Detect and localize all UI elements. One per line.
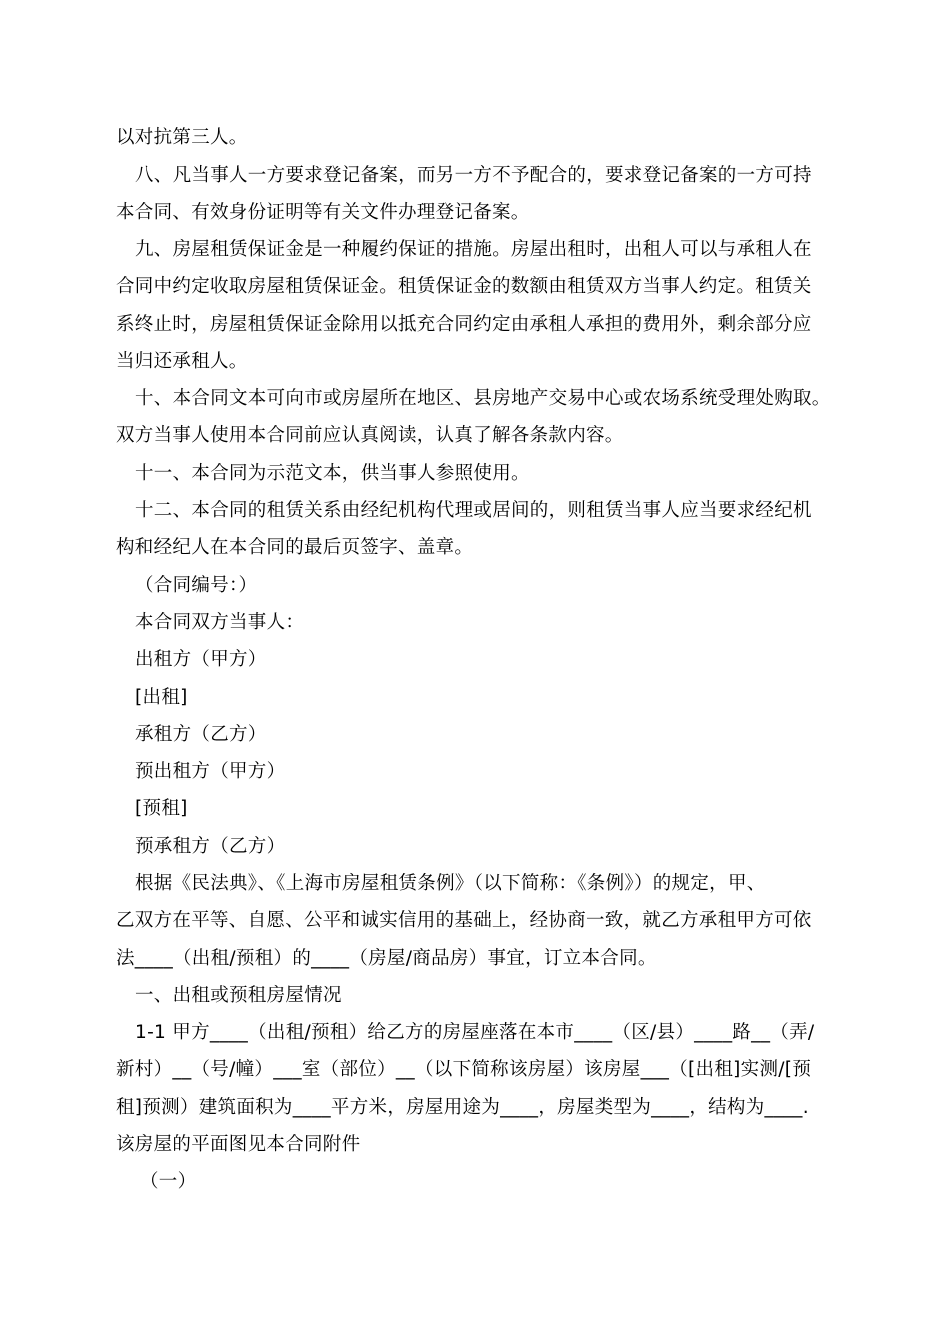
text-line: 预承租方（乙方） <box>135 836 286 857</box>
text-line: 十一、本合同为示范文本，供当事人参照使用。 <box>135 463 530 484</box>
contract-number: （合同编号：） <box>135 575 258 596</box>
text-line: 租]预测）建筑面积为____平方米，房屋用途为____，房屋类型为____，结构为____. <box>116 1097 809 1118</box>
text-line: 根据《民法典》、《上海市房屋租赁条例》（以下简称：《条例》）的规定，甲、 <box>135 873 766 894</box>
text-line: 以对抗第三人。 <box>116 127 248 148</box>
text-line: 双方当事人使用本合同前应认真阅读，认真了解各条款内容。 <box>116 425 624 446</box>
text-line: 当归还承租人。 <box>116 351 248 372</box>
text-line: 系终止时，房屋租赁保证金除用以抵充合同约定由承租人承担的费用外，剩余部分应 <box>116 314 812 335</box>
text-line: 该房屋的平面图见本合同附件 <box>116 1134 361 1155</box>
text-line: 十、本合同文本可向市或房屋所在地区、县房地产交易中心或农场系统受理处购取。 <box>135 388 831 409</box>
text-line: 合同中约定收取房屋租赁保证金。租赁保证金的数额由租赁双方当事人约定。租赁关 <box>116 276 812 297</box>
text-line: 构和经纪人在本合同的最后页签字、盖章。 <box>116 537 474 558</box>
text-line: 本合同、有效身份证明等有关文件办理登记备案。 <box>116 202 530 223</box>
text-line: 承租方（乙方） <box>135 724 267 745</box>
section-heading: 一、出租或预租房屋情况 <box>135 985 342 1006</box>
text-line: （一） <box>140 1171 197 1192</box>
text-line: 出租方（甲方） <box>135 649 267 670</box>
text-line: 1-1 甲方____（出租/预租）给乙方的房屋座落在本市____（区/县）____路__（弄/ <box>135 1022 815 1043</box>
text-line: [出租] <box>135 687 188 708</box>
text-line: 本合同双方当事人： <box>135 612 305 633</box>
text-line: 乙双方在平等、自愿、公平和诚实信用的基础上，经协商一致，就乙方承租甲方可依 <box>116 910 812 931</box>
text-line: 十二、本合同的租赁关系由经纪机构代理或居间的，则租赁当事人应当要求经纪机 <box>135 500 812 521</box>
text-line: [预租] <box>135 798 188 819</box>
text-line: 预出租方（甲方） <box>135 761 286 782</box>
text-line: 九、房屋租赁保证金是一种履约保证的措施。房屋出租时，出租人可以与承租人在 <box>135 239 812 260</box>
text-line: 新村）__（号/幢）___室（部位）__（以下简称该房屋）该房屋___（[出租]实测/[预 <box>116 1059 812 1080</box>
text-line: 八、凡当事人一方要求登记备案，而另一方不予配合的，要求登记备案的一方可持 <box>135 165 812 186</box>
text-line: 法____（出租/预租）的____（房屋/商品房）事宜，订立本合同。 <box>116 948 657 969</box>
